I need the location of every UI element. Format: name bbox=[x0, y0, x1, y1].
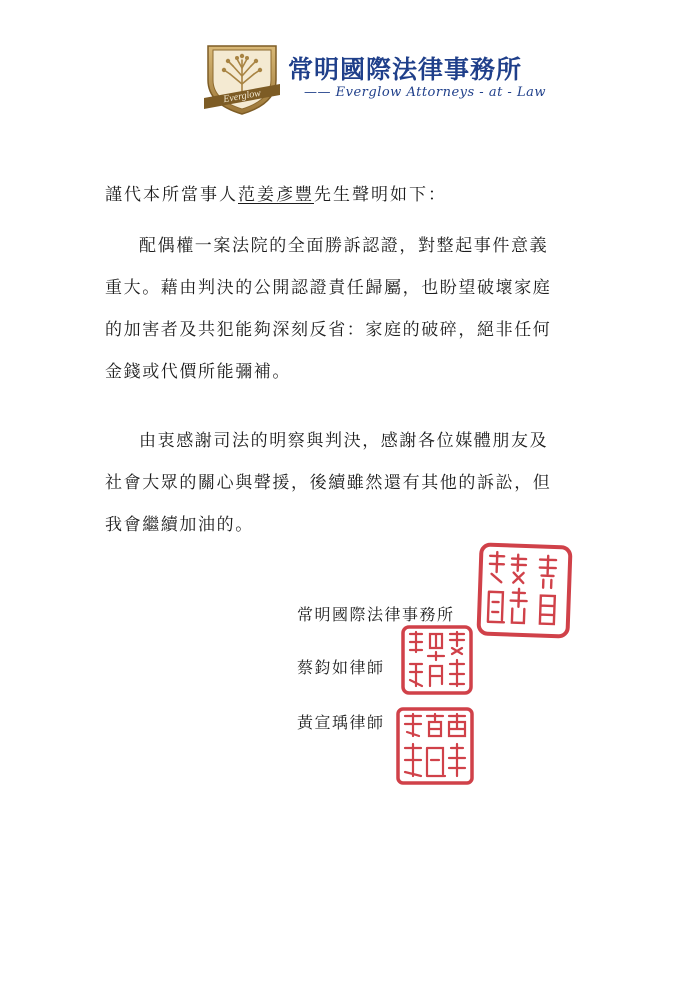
statement-paragraph-1: 配偶權一案法院的全面勝訴認證，對整起事件意義重大。藉由判決的公開認證責任歸屬，也盼望破壞家庭的加害者及共犯能夠深刻反省：家庭的破碎，絕非任何金錢或代價所能彌補。 bbox=[105, 236, 552, 382]
greeting-line bbox=[105, 180, 447, 205]
logo-text: Everglow bbox=[222, 87, 262, 106]
greeting-suffix: 先生聲明如下： bbox=[314, 185, 447, 205]
lawyer-1-seal-stamp bbox=[400, 624, 474, 696]
firm-name-english: —— Everglow Attorneys - at - Law bbox=[304, 85, 546, 100]
signature-firm: 常明國際法律事務所 bbox=[297, 605, 455, 624]
tree-shield-icon bbox=[204, 40, 280, 116]
firm-seal-stamp bbox=[475, 541, 573, 639]
signature-lawyer-2: 黃宣瑀律師 bbox=[297, 713, 385, 732]
statement-paragraph-2: 由衷感謝司法的明察與判決，感謝各位媒體朋友及社會大眾的關心與聲援，後續雖然還有其他的訴訟，但我會繼續加油的。 bbox=[105, 431, 552, 535]
signature-lawyer-1: 蔡鈞如律師 bbox=[297, 658, 385, 677]
greeting-prefix: 謹代本所當事人 bbox=[105, 185, 238, 205]
firm-name-chinese: 常明國際法律事務所 bbox=[288, 55, 523, 84]
lawyer-2-seal-stamp bbox=[395, 706, 475, 786]
letterhead bbox=[204, 40, 546, 120]
client-name: 范姜彥豐 bbox=[238, 185, 314, 205]
